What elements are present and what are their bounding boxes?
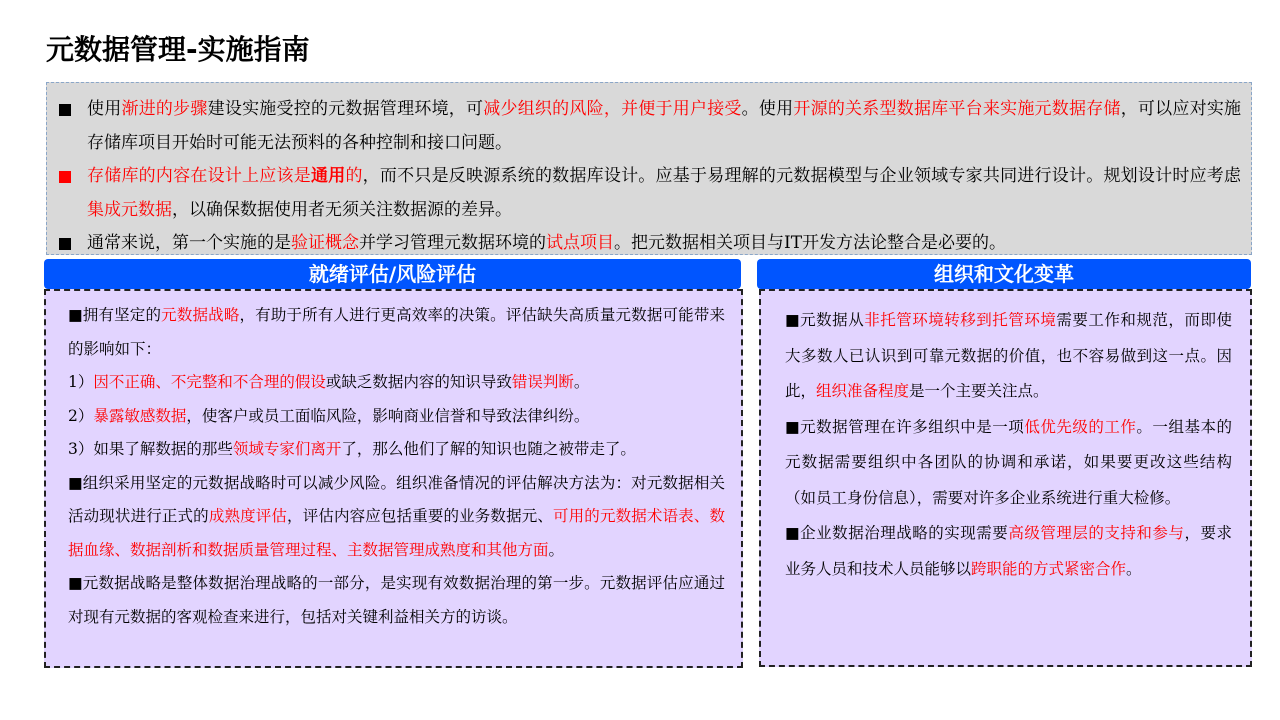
text-segment: ■元数据从 xyxy=(785,311,865,329)
text-segment: 并学习管理元数据环境的 xyxy=(359,233,546,253)
square-bullet-icon xyxy=(59,238,71,250)
summary-box xyxy=(46,82,1252,255)
left-paragraph xyxy=(68,400,725,434)
highlight-text: 集成元数据 xyxy=(87,199,172,220)
text-segment: 需要工作和规范，而即使大多数人已认识到可靠元数据的价值，也不容易做到这一点。因此， xyxy=(785,311,1232,400)
highlight-text: 渐进的步骤 xyxy=(121,99,208,119)
bullet-text xyxy=(87,160,1241,227)
text-segment: 建设实施受控的元数据管理环境，可 xyxy=(207,99,484,119)
highlight-text: 领域专家们离开 xyxy=(232,440,342,458)
text-segment: ，要求业务人员和技术人员能够以 xyxy=(785,524,1232,578)
square-bullet-icon xyxy=(59,104,71,116)
text-segment: ，可以应对实施存储库项目开始时可能无法预料的各种控制和接口问题。 xyxy=(87,99,1242,153)
left-paragraph xyxy=(68,567,725,634)
highlight-text: 暴露敏感数据 xyxy=(93,406,187,425)
text-segment: 或缺乏数据内容的知识导致 xyxy=(325,373,512,391)
highlight-text: 跨职能的方式紧密合作 xyxy=(971,559,1127,578)
left-paragraph xyxy=(68,433,725,467)
highlight-text: 的 xyxy=(345,166,363,186)
text-segment: 。把元数据相关项目与IT开发方法论整合是必要的。 xyxy=(614,233,1007,253)
bullet-text xyxy=(87,93,1241,160)
square-bullet-icon xyxy=(59,171,71,183)
text-segment: 2） xyxy=(68,406,94,425)
highlight-text: 验证概念 xyxy=(291,233,359,253)
text-segment: ■企业数据治理战略的实现需要 xyxy=(785,524,1009,542)
text-segment: 了，那么他们了解的知识也随之被带走了。 xyxy=(341,440,636,458)
highlight-text: 试点项目 xyxy=(546,233,614,253)
bullet-text xyxy=(87,227,1241,261)
text-segment: 。一组基本的元数据需要组织中各团队的协调和承诺，如果要更改这些结构（如员工身份信息），需要对许多企业系统进行重大检修。 xyxy=(785,417,1232,507)
text-segment: ■元数据战略是整体数据治理战略的一部分，是实现有效数据治理的第一步。元数据评估应通过对现有元数据的客观检查来进行，包括对关键利益相关方的访谈。 xyxy=(68,574,725,626)
page-title: 元数据管理-实施指南 xyxy=(46,33,310,66)
left-paragraph xyxy=(68,299,725,366)
left-panel-title: 就绪评估/风险评估 xyxy=(44,259,741,289)
text-segment: 。 xyxy=(548,540,565,559)
highlight-text: 低优先级的工作 xyxy=(1024,417,1137,436)
left-paragraph xyxy=(68,467,725,568)
highlight-text: 存储库的内容在设计上应该是 xyxy=(87,166,311,186)
right-panel-title: 组织和文化变革 xyxy=(757,259,1251,289)
text-segment: 使用 xyxy=(87,99,122,119)
highlight-text: 开源的关系型数据库平台来实施元数据存储 xyxy=(793,99,1121,119)
text-segment: 3）如果了解数据的那些 xyxy=(68,440,233,458)
right-paragraph xyxy=(785,303,1232,410)
highlight-text: 成熟度评估 xyxy=(208,507,288,525)
highlight-text: 通用 xyxy=(310,166,346,186)
text-segment: ，有助于所有人进行更高效率的决策。评估缺失高质量元数据可能带来的影响如下： xyxy=(68,306,725,358)
highlight-text: 非托管环境转移到托管环境 xyxy=(864,311,1057,329)
text-segment: 1） xyxy=(68,373,94,391)
text-segment: ■拥有坚定的 xyxy=(68,306,162,324)
highlight-text: 组织准备程度 xyxy=(816,382,910,400)
highlight-text: 错误判断 xyxy=(511,373,574,391)
text-segment: ，而不只是反映源系统的数据库设计。应基于易理解的元数据模型与企业领域专家共同进行设计。规划设计时应考虑 xyxy=(362,166,1242,186)
summary-bullet-2 xyxy=(59,160,1241,227)
text-segment: 。 xyxy=(573,373,590,391)
text-segment: ■组织采用坚定的元数据战略时可以减少风险。组织准备情况的评估解决方法为：对元数据相关活动现状进行正式的 xyxy=(68,473,725,525)
text-segment: ■元数据管理在许多组织中是一项 xyxy=(785,417,1025,436)
org-culture-panel xyxy=(759,289,1252,667)
text-segment: 是一个主要关注点。 xyxy=(909,382,1049,400)
text-segment: ，评估内容应包括重要的业务数据元、 xyxy=(287,507,554,525)
highlight-text: 高级管理层的支持和参与 xyxy=(1008,524,1185,542)
text-segment: ，使客户或员工面临风险，影响商业信誉和导致法律纠纷。 xyxy=(186,406,590,425)
highlight-text: 可用的元数据术语表、数据血缘、数据剖析和数据质量管理过程、主数据管理成熟度和其他方面 xyxy=(68,507,725,559)
left-paragraph xyxy=(68,366,725,400)
readiness-risk-panel xyxy=(44,289,743,668)
highlight-text: 元数据战略 xyxy=(161,306,240,324)
text-segment: 。使用 xyxy=(741,99,794,119)
text-segment: 。 xyxy=(1126,559,1142,578)
highlight-text: 减少组织的风险，并便于用户接受 xyxy=(483,99,742,119)
summary-bullet-3 xyxy=(59,227,1241,261)
text-segment: 通常来说，第一个实施的是 xyxy=(87,233,291,253)
right-paragraph xyxy=(785,516,1232,587)
summary-bullet-1 xyxy=(59,93,1241,160)
highlight-text: 因不正确、不完整和不合理的假设 xyxy=(93,373,326,391)
text-segment: ，以确保数据使用者无须关注数据源的差异。 xyxy=(172,199,512,220)
right-paragraph xyxy=(785,410,1232,517)
